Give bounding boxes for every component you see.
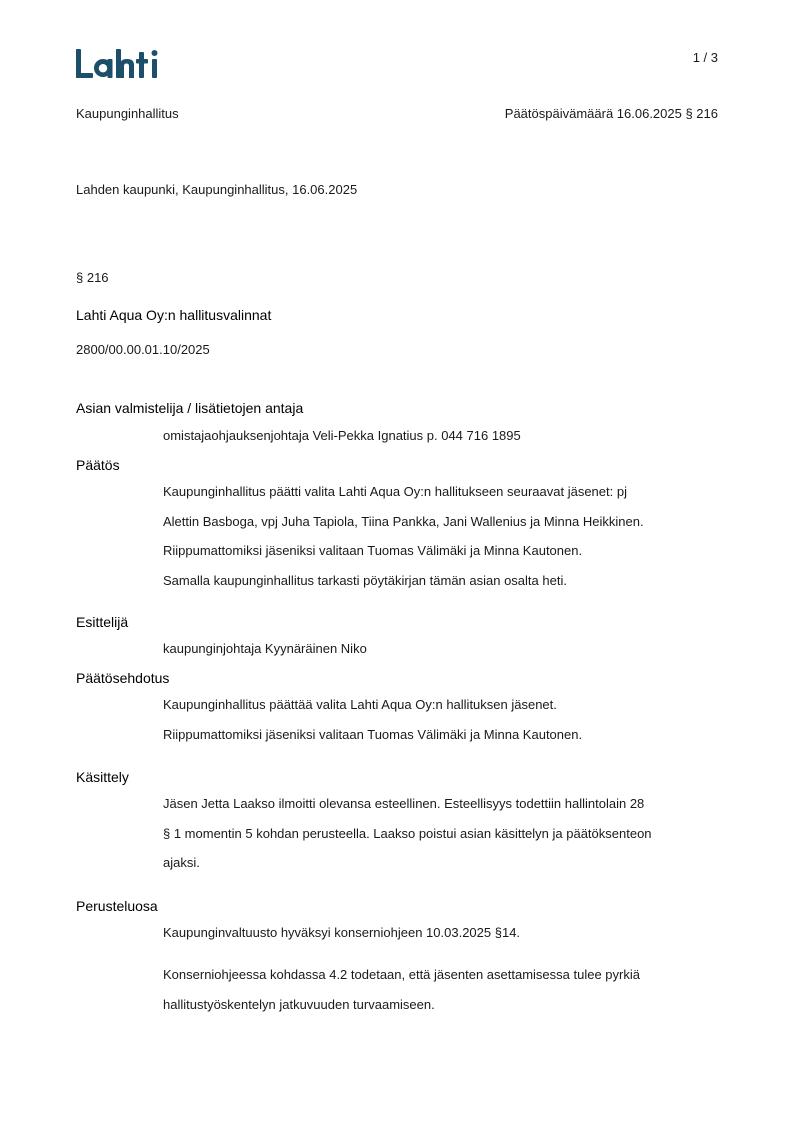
page-number: 1 / 3 xyxy=(692,50,718,65)
proposal-heading: Päätösehdotus xyxy=(76,670,170,686)
text-line: omistajaohjauksenjohtaja Veli-Pekka Ignatius p. 044 716 1895 xyxy=(163,428,521,443)
justification-heading: Perusteluosa xyxy=(76,898,158,914)
organ-name: Kaupunginhallitus xyxy=(76,106,179,121)
decision-heading: Päätös xyxy=(76,457,120,473)
preparer-text xyxy=(163,421,723,451)
justification-text xyxy=(163,918,723,948)
diary-number: 2800/00.00.01.10/2025 xyxy=(76,342,210,357)
text-line: Alettin Basboga, vpj Juha Tapiola, Tiina Pankka, Jani Wallenius ja Minna Heikkinen. xyxy=(163,513,644,529)
text-line: Jäsen Jetta Laakso ilmoitti olevansa esteellinen. Esteellisyys todettiin hallintolain 28 xyxy=(163,796,645,811)
decision-date: Päätöspäivämäärä 16.06.2025 § 216 xyxy=(504,106,718,121)
text-line: kaupunginjohtaja Kyynäräinen Niko xyxy=(163,641,367,656)
text-line: Kaupunginhallitus päättää valita Lahti Aqua Oy:n hallituksen jäsenet. xyxy=(163,697,557,712)
handling-heading: Käsittely xyxy=(76,769,129,785)
justification-text-2 xyxy=(163,960,723,1019)
source-line: Lahden kaupunki, Kaupunginhallitus, 16.06.2025 xyxy=(76,182,358,197)
lahti-logo xyxy=(76,46,168,82)
preparer-heading: Asian valmistelija / lisätietojen antaja xyxy=(76,400,304,416)
page-title: Lahti Aqua Oy:n hallitusvalinnat xyxy=(76,307,272,323)
text-line: ajaksi. xyxy=(163,855,200,870)
text-line: Riippumattomiksi jäseniksi valitaan Tuomas Välimäki ja Minna Kautonen. xyxy=(163,726,583,742)
proposal-text xyxy=(163,690,723,749)
decision-text xyxy=(163,477,723,595)
text-line: Kaupunginhallitus päätti valita Lahti Aqua Oy:n hallitukseen seuraavat jäsenet: pj xyxy=(163,484,627,499)
section-number: § 216 xyxy=(76,270,109,285)
text-line: Konserniohjeessa kohdassa 4.2 todetaan, että jäsenten asettamisessa tulee pyrkiä xyxy=(163,967,640,982)
text-line: § 1 momentin 5 kohdan perusteella. Laakso poistui asian käsittelyn ja päätöksenteon xyxy=(163,825,652,841)
text-line: hallitustyöskentelyn jatkuvuuden turvaamiseen. xyxy=(163,996,435,1012)
presenter-text xyxy=(163,634,723,664)
text-line: Samalla kaupunginhallitus tarkasti pöytäkirjan tämän asian osalta heti. xyxy=(163,572,567,588)
handling-text xyxy=(163,789,723,878)
text-line: Kaupunginvaltuusto hyväksyi konserniohjeen 10.03.2025 §14. xyxy=(163,925,521,940)
presenter-heading: Esittelijä xyxy=(76,614,129,630)
text-line: Riippumattomiksi jäseniksi valitaan Tuomas Välimäki ja Minna Kautonen. xyxy=(163,543,583,558)
